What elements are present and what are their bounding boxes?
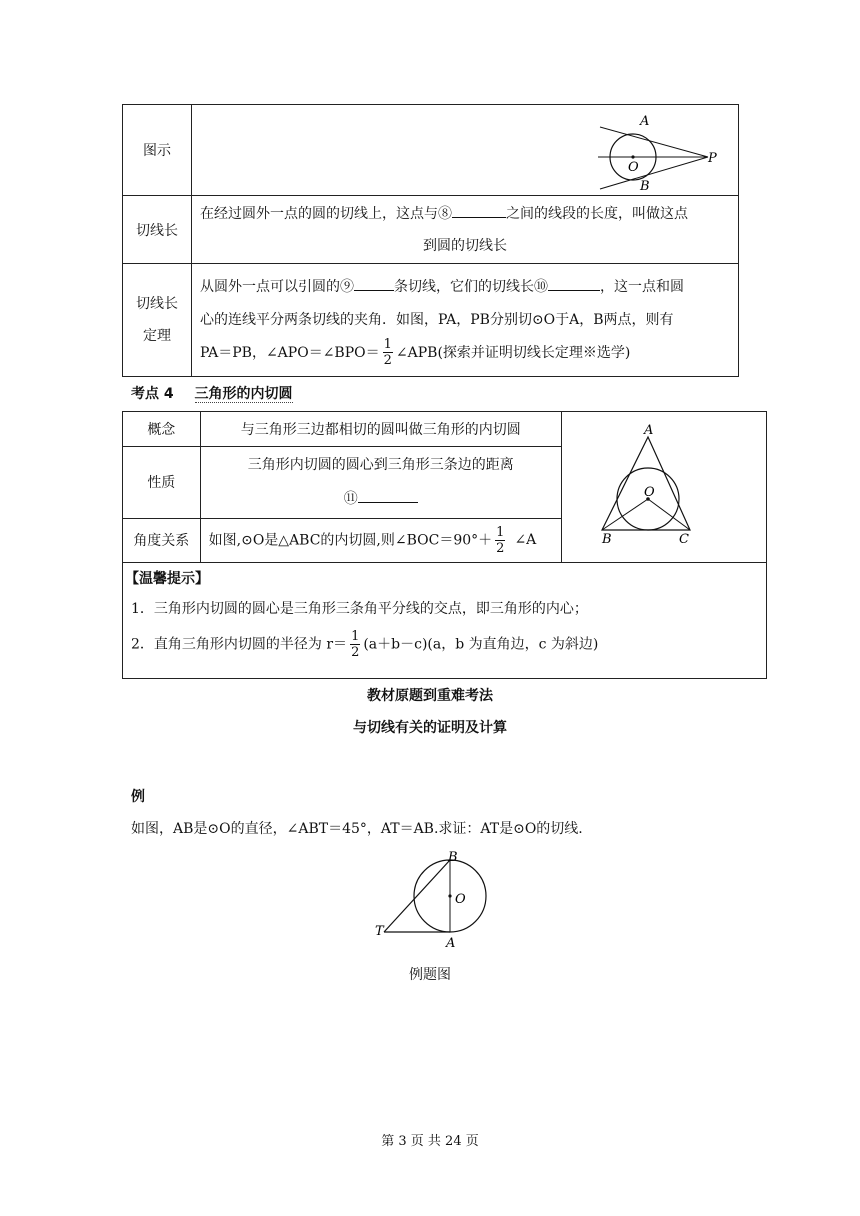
figure-tangent-cell bbox=[192, 105, 739, 196]
fig1-label-B: B bbox=[640, 179, 650, 194]
label-concept: 概念 bbox=[123, 412, 201, 447]
label-tangent-length: 切线长 bbox=[123, 196, 192, 264]
fraction-half: $\frac{1}{2}$ bbox=[383, 337, 392, 368]
heading-textbook: 教材原题到重难考法 bbox=[367, 688, 493, 704]
fig2-label-C: C bbox=[678, 532, 689, 547]
blank-10 bbox=[548, 276, 600, 291]
fig1-label-A: A bbox=[640, 114, 650, 129]
fraction-half-2: $\frac{1}{2}$ bbox=[496, 524, 505, 556]
tips-title: 【温馨提示】 bbox=[125, 571, 209, 587]
concept-text: 与三角形三边都相切的圆叫做三角形的内切圆 bbox=[200, 412, 561, 447]
tangent-length-table bbox=[122, 104, 739, 377]
blank-8 bbox=[452, 203, 506, 218]
fig2-label-A: A bbox=[643, 423, 654, 438]
label-property: 性质 bbox=[123, 447, 201, 518]
label-tangent-theorem: 切线长 定理 bbox=[123, 264, 192, 377]
example-label: 例 bbox=[131, 789, 145, 805]
heading-tangent-proof: 与切线有关的证明及计算 bbox=[353, 720, 507, 736]
blank-11 bbox=[358, 488, 418, 503]
example-caption: 例题图 bbox=[409, 967, 451, 983]
fig1-label-P: P bbox=[708, 151, 717, 166]
section-4-heading: 考点 4 三角形的内切圆 bbox=[131, 386, 293, 402]
fig3-label-B: B bbox=[448, 850, 458, 865]
incircle-figure-cell bbox=[561, 412, 766, 563]
page-footer: 第 3 页 共 24 页 bbox=[381, 1134, 479, 1149]
blank-9 bbox=[354, 276, 394, 291]
property-text: 三角形内切圆的圆心到三角形三条边的距离 ⑪ bbox=[200, 447, 561, 518]
fig2-label-B: B bbox=[601, 532, 612, 547]
fig3-label-A: A bbox=[446, 936, 456, 951]
tip-2: 2．直角三角形内切圆的半径为 r＝ $\frac{1}{2}$ (a＋b－c)(a，b 为直角边，c 为斜边) bbox=[131, 629, 599, 660]
tangent-figure bbox=[192, 105, 738, 195]
tips-cell bbox=[123, 563, 767, 679]
tip-1: 1．三角形内切圆的圆心是三角形三条角平分线的交点，即三角形的内心； bbox=[131, 601, 588, 617]
angle-relation-text: 如图,⊙O是△ABC的内切圆,则∠BOC＝90°＋ $\frac{1}{2}$ ∠A bbox=[200, 518, 561, 562]
label-angle-relation: 角度关系 bbox=[123, 518, 201, 562]
fig3-label-T: T bbox=[375, 924, 384, 939]
example-figure bbox=[370, 850, 510, 960]
tangent-theorem-text: 从圆外一点可以引圆的⑨ 条切线，它们的切线长⑩ ，这一点和圆 心的连线平分两条切线的夹角．如图，PA，PB分别切⊙O于A，B两点，则有 PA＝PB，∠APO＝∠BPO＝ $\frac{1}{2}$ ∠APB(探索并证明切线长定理※选学) bbox=[192, 264, 739, 377]
incircle-table bbox=[122, 411, 767, 679]
fig3-label-O: O bbox=[455, 892, 466, 907]
fig1-label-O: O bbox=[628, 160, 639, 175]
example-text: 如图，AB是⊙O的直径，∠ABT＝45°，AT＝AB.求证：AT是⊙O的切线. bbox=[131, 821, 583, 837]
label-figure: 图示 bbox=[123, 105, 192, 196]
fig2-label-O: O bbox=[643, 485, 655, 500]
incircle-figure bbox=[562, 412, 766, 562]
tangent-length-definition: 在经过圆外一点的圆的切线上，这点与⑧ 之间的线段的长度，叫做这点 到圆的切线长 bbox=[192, 196, 739, 264]
